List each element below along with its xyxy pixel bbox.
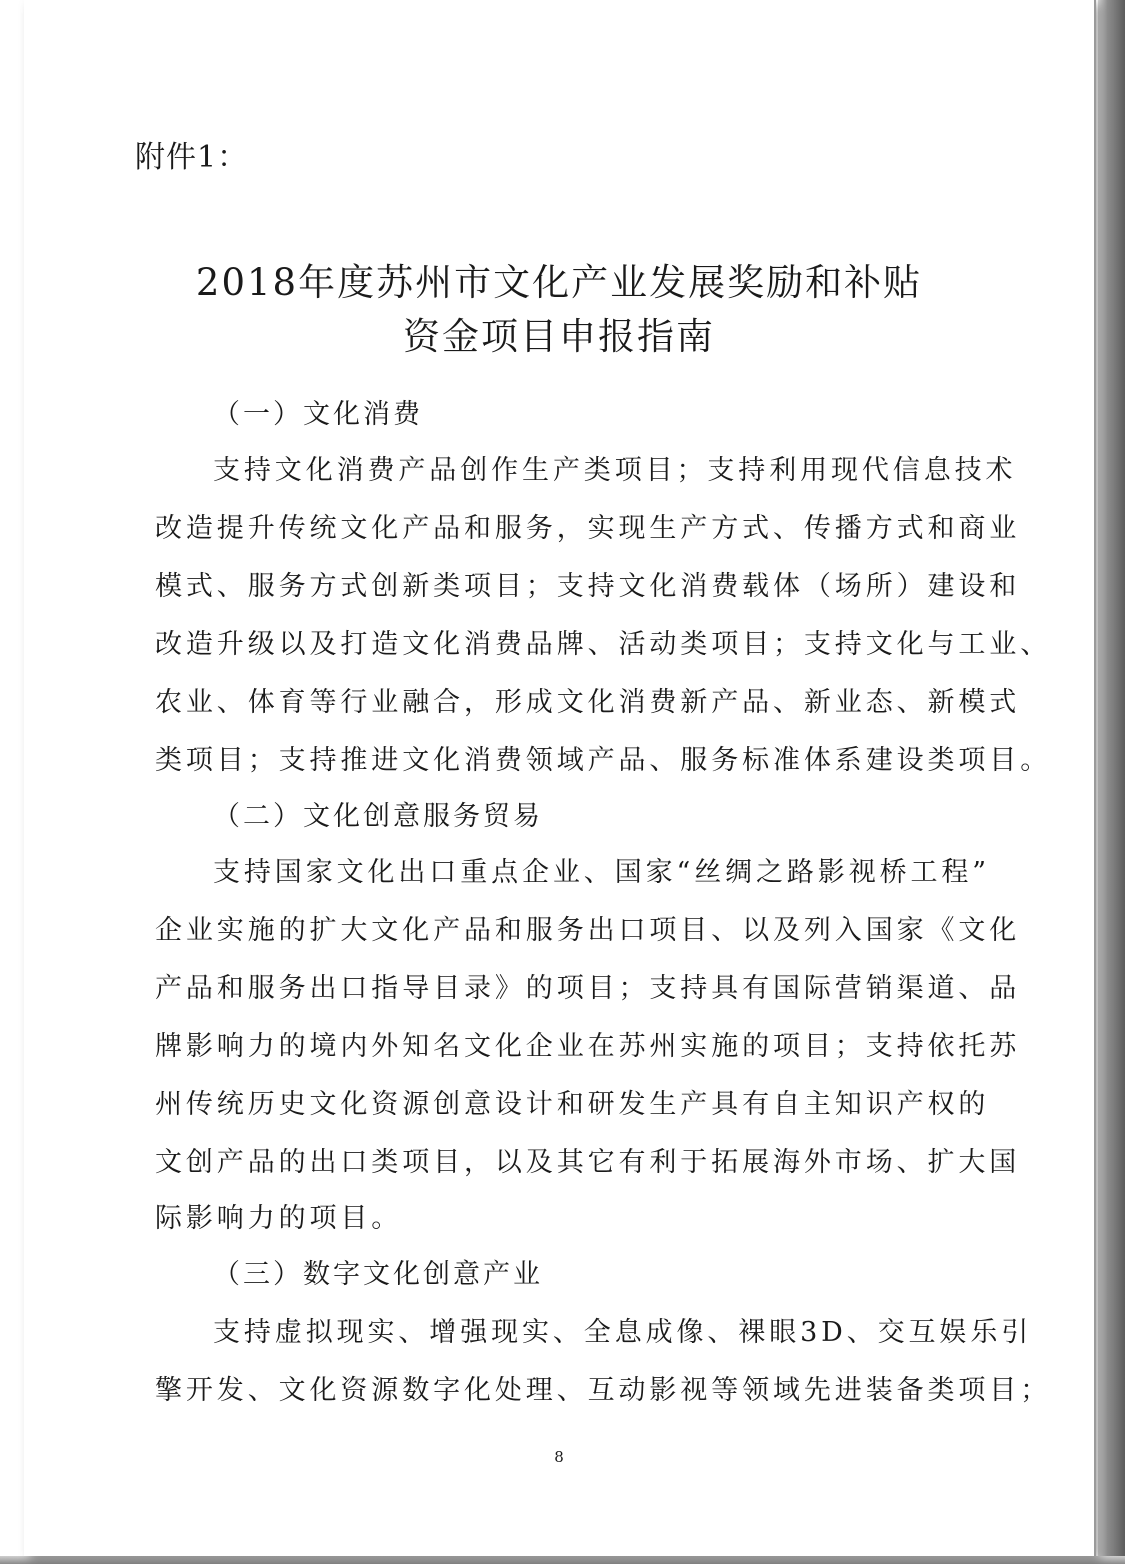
document-title-line-2: 资金项目申报指南 xyxy=(403,315,715,358)
section-heading-1: （一）文化消费 xyxy=(213,399,423,430)
page-number: 8 xyxy=(554,1448,564,1466)
body-line: 州传统历史文化资源创意设计和研发生产具有自主知识产权的 xyxy=(155,1089,990,1120)
body-line: 际影响力的项目。 xyxy=(155,1203,403,1234)
body-line: 支持虚拟现实、增强现实、全息成像、裸眼3D、交互娱乐引 xyxy=(213,1317,1033,1348)
section-heading-3: （三）数字文化创意产业 xyxy=(213,1259,543,1290)
section-heading-2: （二）文化创意服务贸易 xyxy=(213,801,543,832)
body-line: 企业实施的扩大文化产品和服务出口项目、以及列入国家《文化 xyxy=(155,915,1021,946)
body-line: 支持国家文化出口重点企业、国家“丝绸之路影视桥工程” xyxy=(213,857,991,888)
document-title-line-1: 2018年度苏州市文化产业发展奖励和补贴 xyxy=(195,261,923,304)
body-line: 农业、体育等行业融合，形成文化消费新产品、新业态、新模式 xyxy=(155,687,1021,718)
body-line: 文创产品的出口类项目，以及其它有利于拓展海外市场、扩大国 xyxy=(155,1147,1021,1178)
body-line: 改造提升传统文化产品和服务，实现生产方式、传播方式和商业 xyxy=(155,513,1021,544)
body-line: 支持文化消费产品创作生产类项目；支持利用现代信息技术 xyxy=(213,455,1017,486)
body-line: 擎开发、文化资源数字化处理、互动影视等领域先进装备类项目； xyxy=(155,1375,1052,1406)
attachment-label: 附件1： xyxy=(135,140,249,175)
scan-shadow-right xyxy=(1098,0,1125,1564)
body-line: 牌影响力的境内外知名文化企业在苏州实施的项目；支持依托苏 xyxy=(155,1031,1021,1062)
body-line: 产品和服务出口指导目录》的项目；支持具有国际营销渠道、品 xyxy=(155,973,1021,1004)
body-line: 改造升级以及打造文化消费品牌、活动类项目；支持文化与工业、 xyxy=(155,629,1052,660)
body-line: 模式、服务方式创新类项目；支持文化消费载体（场所）建设和 xyxy=(155,571,1021,602)
scan-shadow-bottom xyxy=(0,1556,1125,1564)
body-line: 类项目；支持推进文化消费领域产品、服务标准体系建设类项目。 xyxy=(155,745,1052,776)
